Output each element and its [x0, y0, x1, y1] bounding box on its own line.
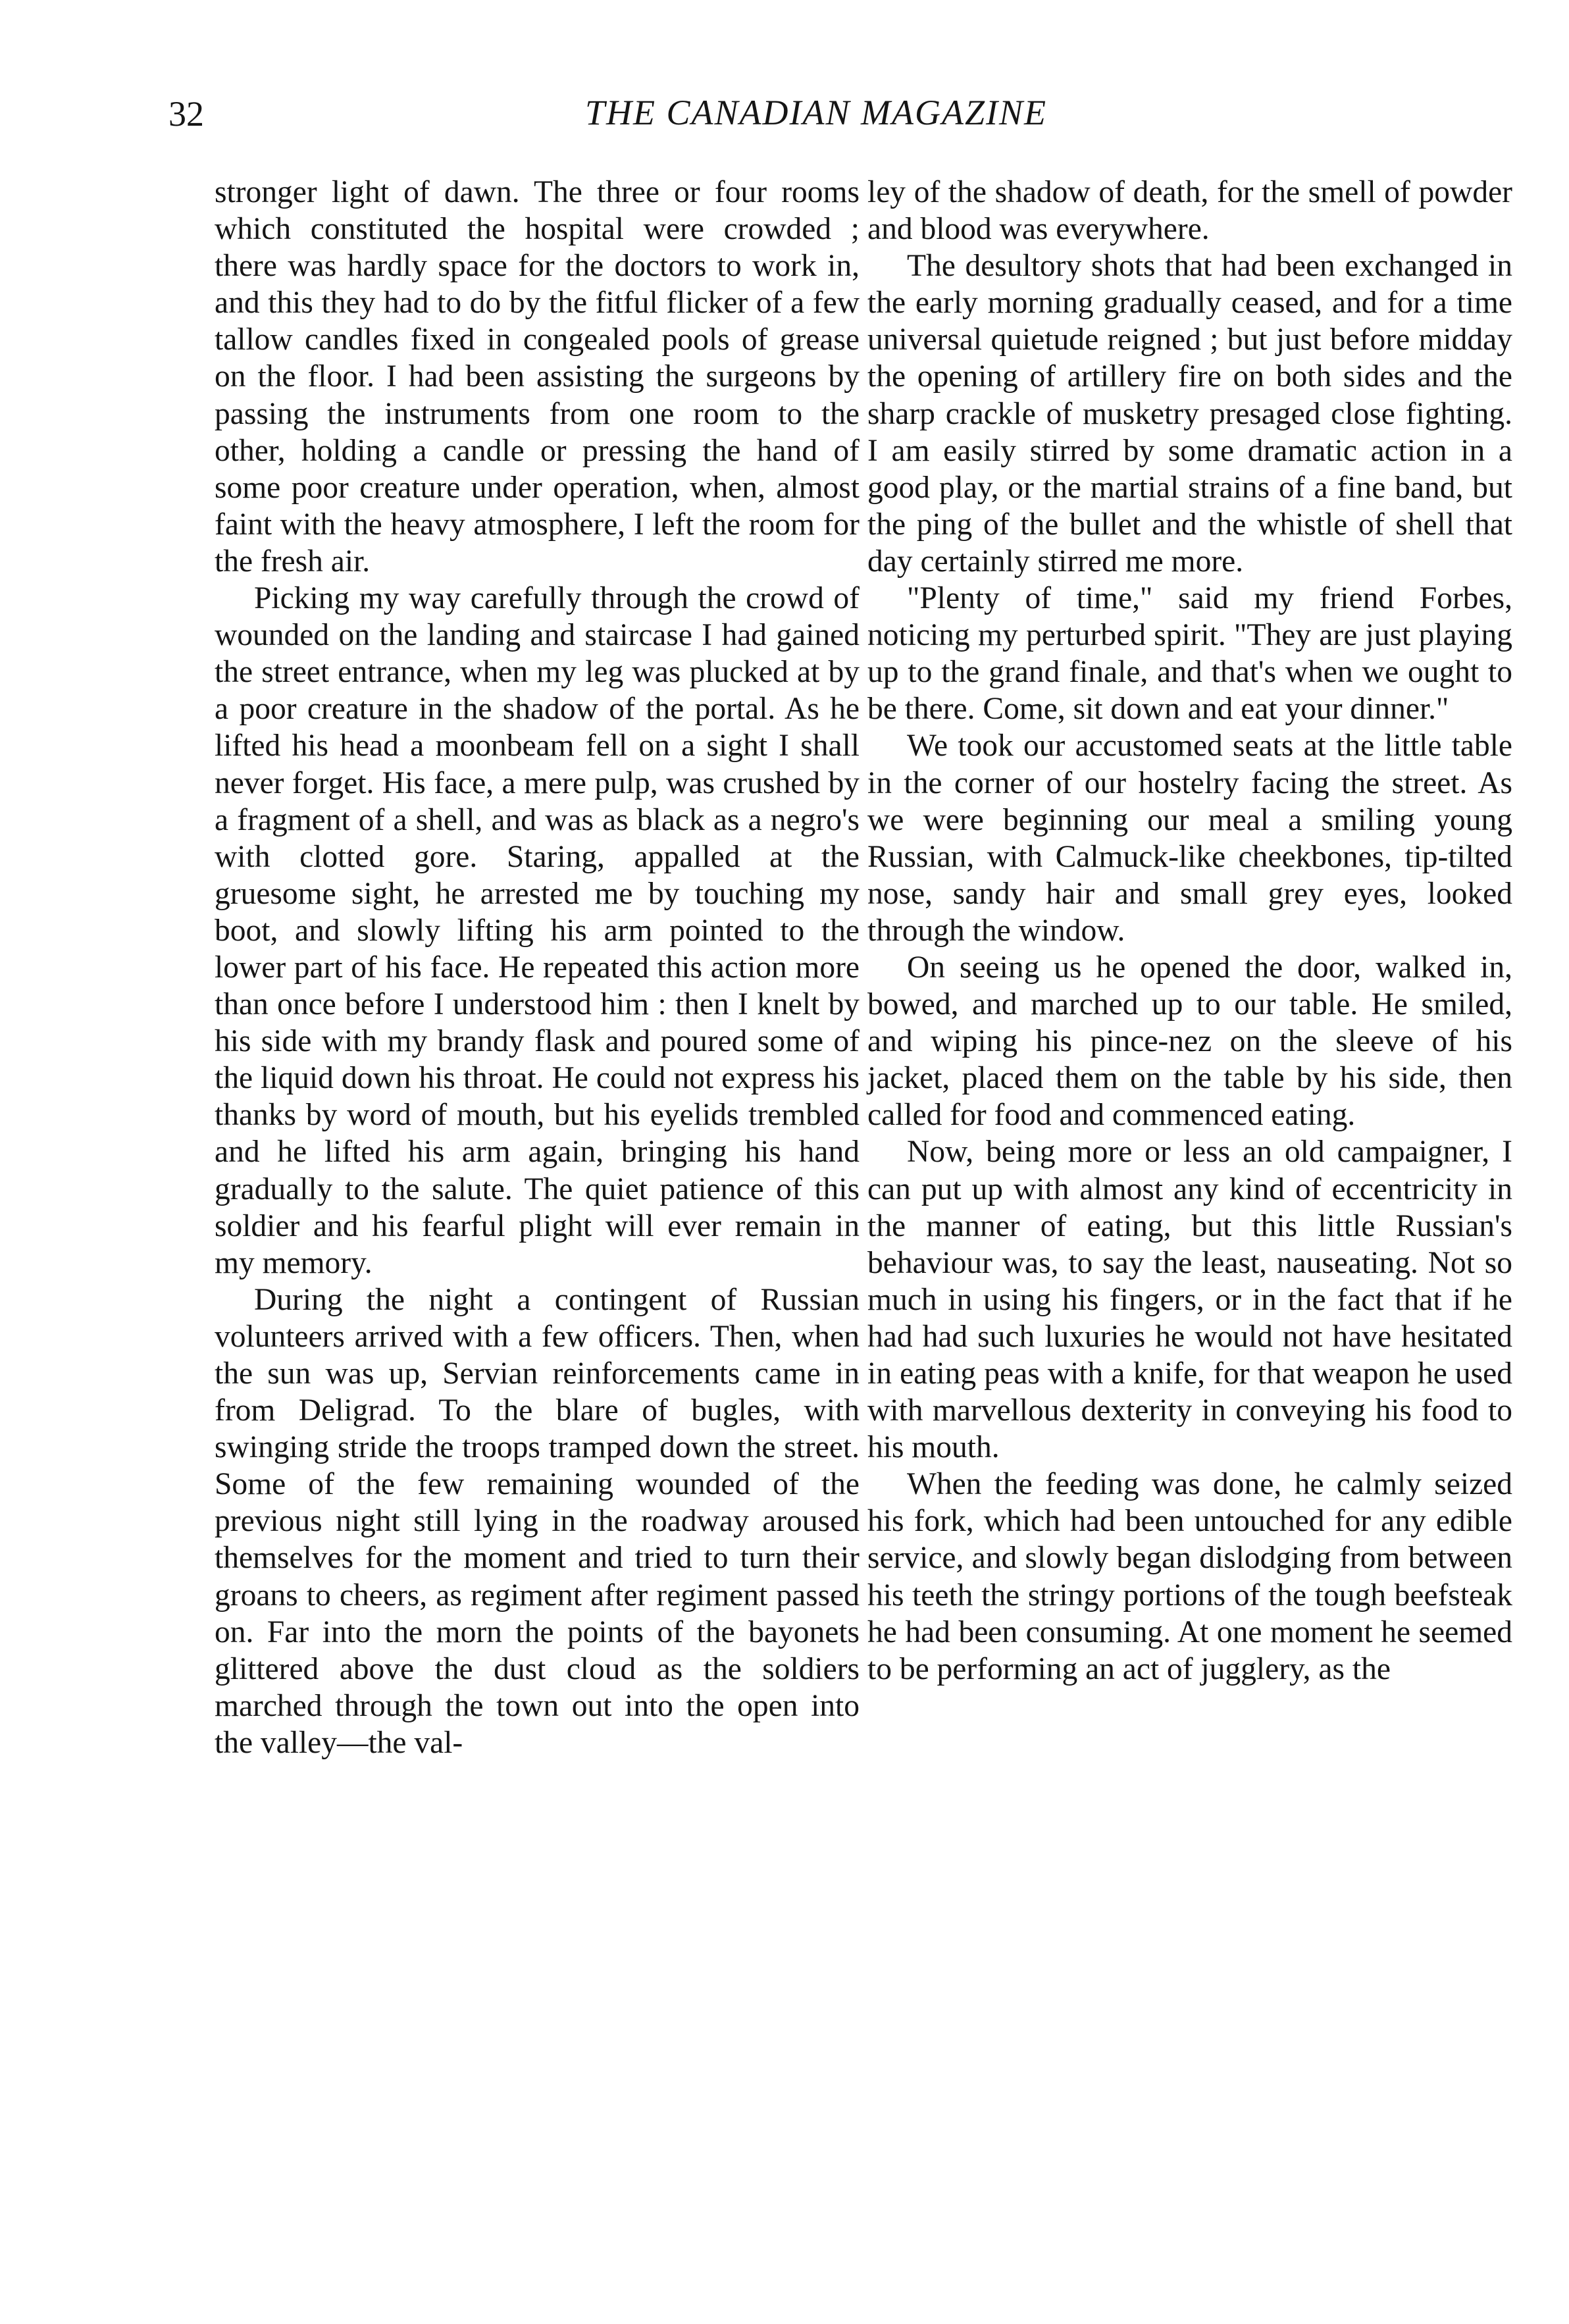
paragraph: We took our accustomed seats at the little table in the corner of our hostelry facing the street. As we were beginning our meal a smiling young Russian, with Calmuck-like cheekbones, tip-tilted nose, sandy hair and small grey eyes, looked through the window. — [867, 729, 1512, 948]
paragraph: On seeing us he opened the door, walked in, bowed, and marched up to our table. He smiled, and wiping his pince-nez on the sleeve of his jacket, placed them on the table by his side, then called for food and commenced eating. — [867, 950, 1512, 1133]
paragraph: "Plenty of time," said my friend Forbes, noticing my perturbed spirit. "They are just playing up to the grand finale, and that's when we ought to be there. Come, sit down and eat your dinner." — [867, 581, 1512, 727]
page-number: 32 — [168, 94, 204, 134]
left-column — [215, 174, 860, 1761]
paragraph: During the night a contingent of Russian volunteers arrived with a few officers. Then, when the sun was up, Servian reinforcements came in from Deligrad. To the blare of bugles, with swinging stride the troops tramped down the street. Some of the few remaining wounded of the previous night still lying in the roadway aroused themselves for the moment and tried to turn their groans to cheers, as regiment after regiment passed on. Far into the morn the points of the bayonets glittered above the dust cloud as the soldiers marched through the town out into the open into the valley—the val- — [215, 1282, 860, 1760]
paragraph: Now, being more or less an old campaigner, I can put up with almost any kind of eccentricity in the manner of eating, but this little Russian's behaviour was, to say the least, nauseating. Not so much in using his fingers, or in the fact that if he had had such luxuries he would not have hesitated in eating peas with a knife, for that weapon he used with marvellous dexterity in conveying his food to his mouth. — [867, 1135, 1512, 1465]
running-head: THE CANADIAN MAGAZINE — [585, 93, 1047, 132]
paragraph: Picking my way carefully through the crowd of wounded on the landing and staircase I had gained the street entrance, when my leg was plucked at by a poor creature in the shadow of the portal. As he lifted his head a moonbeam fell on a sight I shall never forget. His face, a mere pulp, was crushed by a fragment of a shell, and was as black as a negro's with clotted gore. Staring, appalled at the gruesome sight, he arrested me by touching my boot, and slowly lifting his arm pointed to the lower part of his face. He repeated this action more than once before I understood him : then I knelt by his side with my brandy flask and poured some of the liquid down his throat. He could not express his thanks by word of mouth, but his eyelids trembled and he lifted his arm again, bringing his hand gradually to the salute. The quiet patience of this soldier and his fearful plight will ever remain in my memory. — [215, 581, 860, 1280]
paragraph: ley of the shadow of death, for the smell of powder and blood was everywhere. — [867, 175, 1512, 247]
right-column — [867, 174, 1512, 1688]
paragraph: stronger light of dawn. The three or four rooms which constituted the hospital were crowded ; there was hardly space for the doctors to work in, and this they had to do by the fitful flicker of a few tallow candles fixed in congealed pools of grease on the floor. I had been assisting the surgeons by passing the instruments from one room to the other, holding a candle or pressing the hand of some poor creature under operation, when, almost faint with the heavy atmosphere, I left the room for the fresh air. — [215, 175, 860, 579]
paragraph: When the feeding was done, he calmly seized his fork, which had been untouched for any edible service, and slowly began dislodging from between his teeth the stringy portions of the tough beefsteak he had been consuming. At one moment he seemed to be performing an act of jugglery, as the — [867, 1467, 1512, 1686]
paragraph: The desultory shots that had been exchanged in the early morning gradually ceased, and for a time universal quietude reigned ; but just before midday the opening of artillery fire on both sides and the sharp crackle of musketry presaged close fighting. I am easily stirred by some dramatic action in a good play, or the martial strains of a fine band, but the ping of the bullet and the whistle of shell that day certainly stirred me more. — [867, 249, 1512, 579]
